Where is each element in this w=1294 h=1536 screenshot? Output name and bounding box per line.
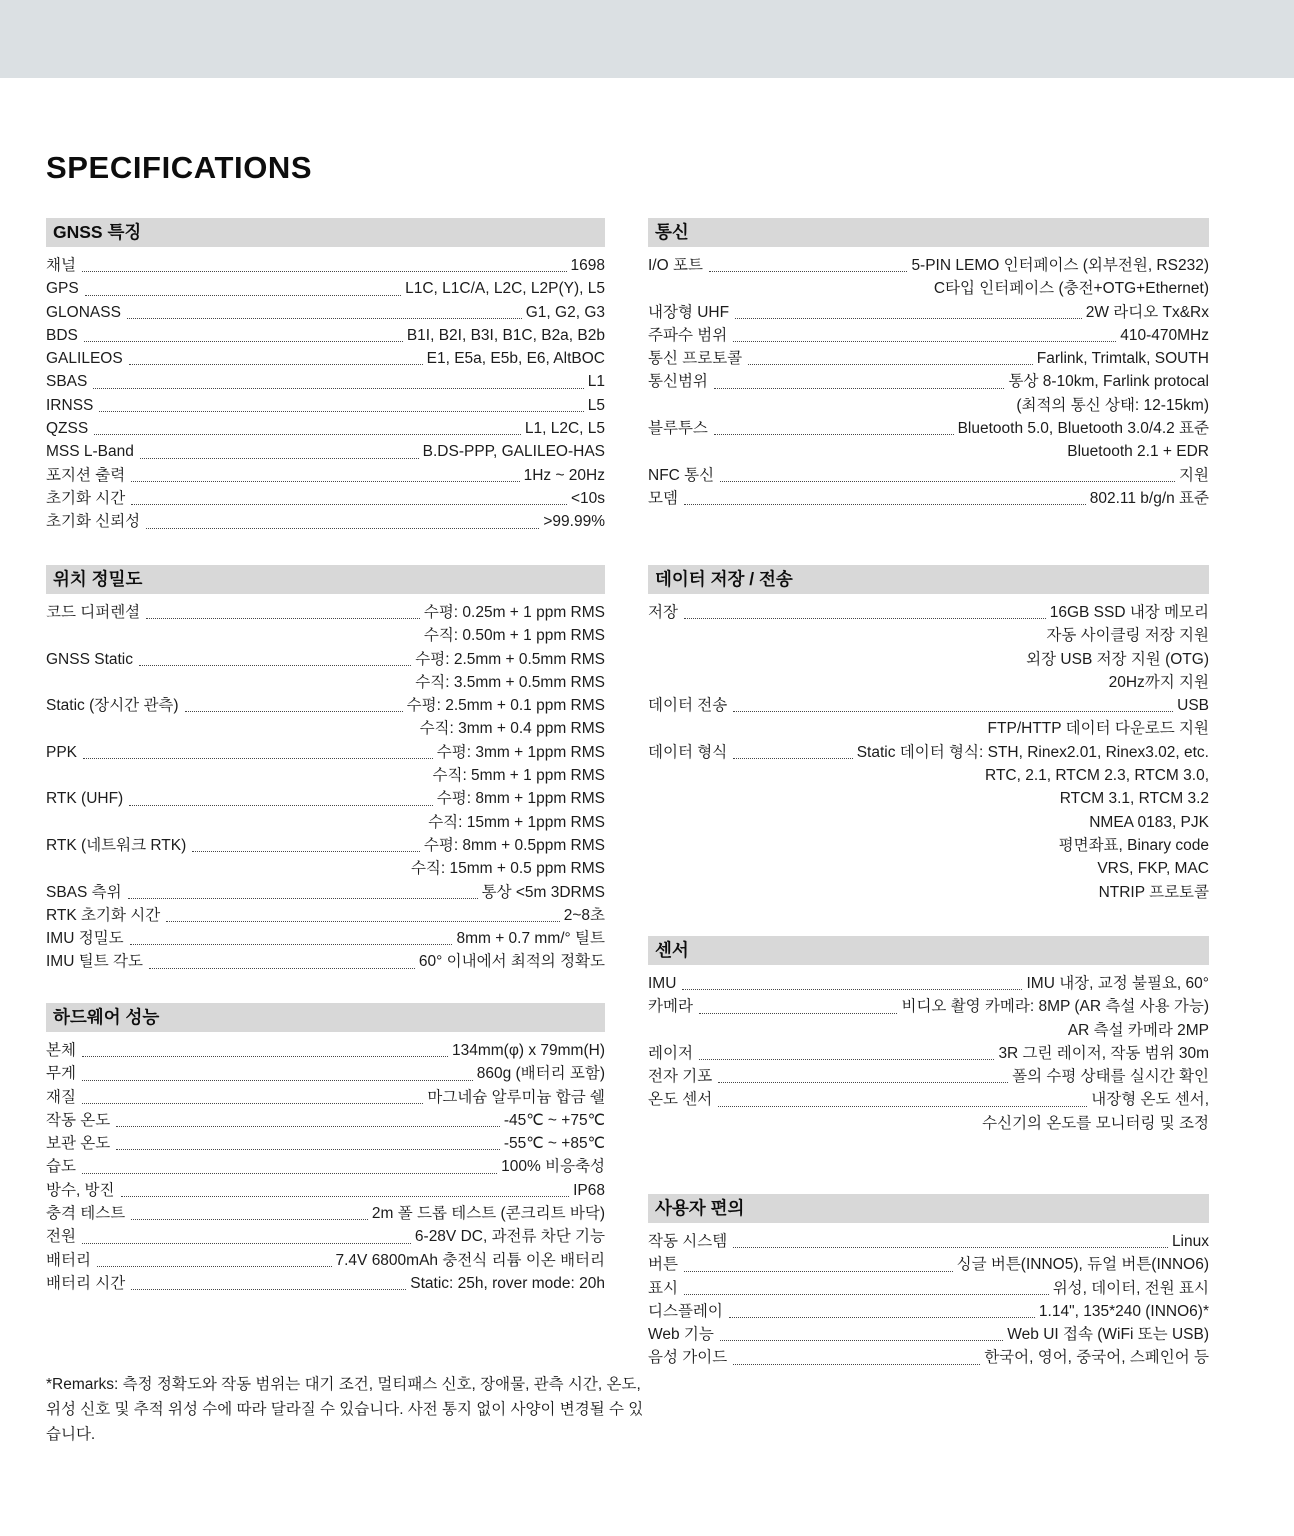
spec-value: 16GB SSD 내장 메모리 [1049,604,1209,621]
spec-label: RTK (UHF) [46,790,124,808]
spec-row [46,464,605,487]
dot-leader [84,341,403,342]
spec-row [648,1277,1209,1300]
spec-value: 2~8초 [563,906,605,924]
section-header: 센서 [648,936,1209,965]
spec-row [46,648,605,671]
spec-row [46,1155,605,1178]
spec-value: 860g (배터리 포함) [476,1065,605,1083]
spec-value-continuation: 외장 USB 저장 지원 (OTG) [1026,650,1209,668]
spec-label: 본체 [46,1042,76,1059]
spec-value: 134mm(φ) x 79mm(H) [451,1042,605,1059]
section-rows [46,1039,605,1295]
section-rows [648,601,1209,904]
spec-label: 보관 온도 [46,1135,111,1153]
dot-leader [185,711,403,712]
spec-section-user-convenience [648,1194,1209,1370]
spec-row [648,417,1209,440]
section-header: 통신 [648,218,1209,247]
spec-value: G1, G2, G3 [525,303,605,321]
spec-row [46,950,605,973]
dot-leader [116,1126,500,1127]
spec-row [648,972,1209,995]
spec-value-continuation: Bluetooth 2.1 + EDR [1067,443,1209,461]
spec-row [46,1249,605,1272]
dot-leader [682,989,1022,990]
dot-leader [714,388,1005,389]
dot-leader [709,271,908,272]
spec-label: 블루투스 [648,420,708,438]
spec-value: -45℃ ~ +75℃ [503,1111,605,1129]
spec-value: B1I, B2I, B3I, B1C, B2a, B2b [406,326,605,344]
spec-label: 무게 [46,1065,76,1083]
dot-leader [121,1196,570,1197]
spec-label: 표시 [648,1279,678,1297]
dot-leader [192,851,420,852]
spec-label: IMU [648,975,677,992]
section-header: 하드웨어 성능 [46,1003,605,1032]
dot-leader [718,1106,1087,1107]
dot-leader [82,1080,473,1081]
spec-row [648,1300,1209,1323]
spec-label: 저장 [648,604,678,621]
dot-leader [684,504,1086,505]
spec-value: 폴의 수평 상태를 실시간 확인 [1012,1068,1209,1086]
dot-leader [140,458,419,459]
spec-value: 통상 <5m 3DRMS [481,883,605,901]
spec-label: 재질 [46,1088,76,1106]
dot-leader [82,1103,423,1104]
spec-value-continuation: (최적의 통신 상태: 12-15km) [1016,396,1209,414]
spec-label: 데이터 형식 [648,743,728,761]
spec-row [648,370,1209,393]
remarks-note: *Remarks: 측정 정확도와 작동 범위는 대기 조건, 멀티패스 신호, 장애물, 관측 시간, 온도, 위성 신호 및 추적 위성 수에 따라 달라질 수 있습니다. 사전 통지 없이 사양이 변경될 수 있습니다. [46,1376,644,1443]
spec-value-continuation: 수직: 15mm + 0.5 ppm RMS [410,860,605,878]
spec-value-continuation: 수직: 0.50m + 1 ppm RMS [423,627,605,645]
dot-leader [684,1271,953,1272]
dot-leader [129,364,423,365]
spec-value-continuation: 수직: 5mm + 1 ppm RMS [432,767,605,785]
spec-value-continuation: VRS, FKP, MAC [1097,860,1209,878]
spec-row [46,324,605,347]
spec-section-gnss-features [46,218,605,534]
spec-label: 디스플레이 [648,1302,723,1320]
dot-leader [99,411,583,412]
spec-section-data-storage-transfer [648,565,1209,904]
spec-value: 802.11 b/g/n 표준 [1089,489,1209,507]
spec-row [46,1086,605,1109]
spec-label: PPK [46,743,78,761]
spec-value: 한국어, 영어, 중국어, 스페인어 등 [984,1349,1209,1367]
spec-row [46,440,605,463]
section-rows [46,254,605,534]
spec-row [46,1132,605,1155]
dot-leader [733,758,853,759]
spec-row [648,1253,1209,1276]
spec-row [46,347,605,370]
dot-leader [684,618,1046,619]
dot-leader [82,1243,411,1244]
spec-label: RTK 초기화 시간 [46,906,161,924]
dot-leader [82,1056,448,1057]
spec-value: 410-470MHz [1120,326,1209,344]
spec-value: 1Hz ~ 20Hz [523,466,605,484]
spec-value: 7.4V 6800mAh 충전식 리튬 이온 배터리 [335,1251,605,1269]
spec-label: 통신범위 [648,373,708,391]
dot-leader [166,921,560,922]
spec-value: 수평: 8mm + 0.5ppm RMS [423,836,605,854]
spec-label: Web 기능 [648,1326,714,1344]
spec-row [46,927,605,950]
spec-value: 수평: 0.25m + 1 ppm RMS [423,604,605,621]
spec-row [648,1323,1209,1346]
spec-row [648,741,1209,764]
section-rows [46,601,605,974]
spec-value: 1.14", 135*240 (INNO6)* [1038,1302,1209,1320]
spec-value: E1, E5a, E5b, E6, AltBOC [426,350,605,368]
spec-row [46,601,605,624]
page-title: SPECIFICATIONS [46,150,313,185]
dot-leader [116,1149,500,1150]
dot-leader [139,665,411,666]
spec-value: Web UI 접속 (WiFi 또는 USB) [1007,1326,1209,1344]
spec-label: 방수, 방진 [46,1181,115,1199]
spec-row [648,995,1209,1018]
dot-leader [733,1247,1168,1248]
spec-label: NFC 통신 [648,466,715,484]
spec-label: 버튼 [648,1256,678,1274]
spec-value: Linux [1171,1233,1209,1250]
spec-value-continuation: 평면좌표, Binary code [1058,836,1209,854]
spec-value-continuation: C타입 인터페이스 (충전+OTG+Ethernet) [933,280,1209,298]
spec-label: 주파수 범위 [648,326,728,344]
spec-label: 코드 디퍼렌셜 [46,604,141,621]
spec-label: 카메라 [648,998,693,1016]
dot-leader [720,481,1175,482]
spec-label: GPS [46,280,79,298]
spec-row [46,741,605,764]
section-header: 사용자 편의 [648,1194,1209,1223]
dot-leader [83,758,433,759]
dot-leader [718,1082,1008,1083]
spec-row [46,277,605,300]
spec-row [46,694,605,717]
spec-label: 습도 [46,1158,76,1176]
spec-row [46,881,605,904]
spec-row [648,1230,1209,1253]
spec-value: 1698 [570,257,605,274]
spec-label: SBAS [46,373,88,391]
spec-row [648,1346,1209,1369]
spec-row [46,787,605,810]
spec-section-hardware-performance [46,1003,605,1295]
dot-leader [699,1059,995,1060]
spec-row [46,417,605,440]
spec-value: 2m 폴 드롭 테스트 (콘크리트 바닥) [371,1205,605,1223]
section-rows [648,1230,1209,1370]
top-band [0,0,1294,78]
spec-label: 채널 [46,257,76,274]
section-header: 데이터 저장 / 전송 [648,565,1209,594]
section-rows [648,972,1209,1135]
spec-section-communication [648,218,1209,510]
spec-value-continuation: 수직: 15mm + 1ppm RMS [428,813,605,831]
spec-value: 수평: 3mm + 1ppm RMS [436,743,605,761]
spec-label: I/O 포트 [648,257,703,274]
dot-leader [82,271,567,272]
spec-value-continuation: 수직: 3mm + 0.4 ppm RMS [419,720,605,738]
spec-label: GLONASS [46,303,121,321]
spec-value-continuation: RTCM 3.1, RTCM 3.2 [1059,790,1209,808]
dot-leader [733,711,1173,712]
dot-leader [94,434,521,435]
spec-label: GNSS Static [46,650,133,668]
spec-value: IP68 [573,1181,605,1199]
dot-leader [130,944,453,945]
spec-value: Farlink, Trimtalk, SOUTH [1036,350,1209,368]
spec-value-continuation: NTRIP 프로토콜 [1098,883,1209,901]
dot-leader [733,341,1116,342]
spec-label: 내장형 UHF [648,303,730,321]
spec-value: 위성, 데이터, 전원 표시 [1052,1279,1209,1297]
dot-leader [714,434,954,435]
spec-row [648,1088,1209,1111]
dot-leader [93,388,583,389]
spec-value: Static 데이터 형식: STH, Rinex2.01, Rinex3.02, etc. [856,743,1209,761]
spec-row [46,1225,605,1248]
spec-label: 통신 프로토콜 [648,350,743,368]
spec-value: 수평: 8mm + 1ppm RMS [436,790,605,808]
spec-label: 전자 기포 [648,1068,713,1086]
spec-value-continuation: RTC, 2.1, RTCM 2.3, RTCM 3.0, [985,767,1209,785]
dot-leader [131,1289,406,1290]
spec-label: 배터리 시간 [46,1274,126,1292]
spec-label: IMU 정밀도 [46,930,124,948]
spec-label: 레이저 [648,1044,693,1062]
spec-label: IRNSS [46,396,94,414]
spec-row [648,487,1209,510]
spec-label: BDS [46,326,78,344]
dot-leader [146,618,420,619]
spec-label: 작동 온도 [46,1111,111,1129]
section-header: GNSS 특징 [46,218,605,247]
spec-row [46,1272,605,1295]
spec-label: IMU 틸트 각도 [46,953,143,971]
spec-row [46,301,605,324]
spec-row [46,370,605,393]
spec-row [46,510,605,533]
spec-value: 비디오 촬영 카메라: 8MP (AR 측설 사용 가능) [901,998,1209,1016]
spec-value: L5 [587,396,605,414]
spec-label: QZSS [46,420,89,438]
spec-row [648,324,1209,347]
spec-label: SBAS 측위 [46,883,122,901]
spec-value: IMU 내장, 교정 불필요, 60° [1026,975,1209,992]
spec-value-continuation: NMEA 0183, PJK [1089,813,1209,831]
spec-row [46,1039,605,1062]
dot-leader [735,318,1082,319]
spec-value: 수평: 2.5mm + 0.1 ppm RMS [406,697,605,715]
dot-leader [129,805,433,806]
spec-value: 지원 [1179,466,1209,484]
spec-label: 작동 시스템 [648,1233,728,1250]
dot-leader [146,528,539,529]
spec-row [648,254,1209,277]
spec-value: 싱글 버튼(INNO5), 듀얼 버튼(INNO6) [956,1256,1209,1274]
spec-value: >99.99% [543,513,605,531]
dot-leader [131,1219,368,1220]
spec-value: -55℃ ~ +85℃ [503,1135,605,1153]
dot-leader [131,504,567,505]
spec-label: 온도 센서 [648,1091,713,1109]
spec-value-continuation: 수신기의 온도를 모니터링 및 조정 [982,1114,1209,1132]
section-header: 위치 정밀도 [46,565,605,594]
section-rows [648,254,1209,510]
spec-value: 내장형 온도 센서, [1091,1091,1209,1109]
spec-value: 60° 이내에서 최적의 정확도 [418,953,605,971]
spec-value-continuation: AR 측설 카메라 2MP [1067,1021,1209,1039]
spec-label: 충격 테스트 [46,1205,126,1223]
spec-value: 마그네슘 알루미늄 합금 쉘 [427,1088,605,1106]
spec-value: Bluetooth 5.0, Bluetooth 3.0/4.2 표준 [957,420,1209,438]
spec-row [46,394,605,417]
spec-label: 모뎀 [648,489,678,507]
dot-leader [128,898,478,899]
spec-row [648,301,1209,324]
dot-leader [97,1266,332,1267]
spec-label: 배터리 [46,1251,91,1269]
spec-row [46,1202,605,1225]
spec-value: 6-28V DC, 과전류 차단 기능 [414,1228,605,1246]
dot-leader [127,318,522,319]
spec-row [46,1179,605,1202]
spec-value: L1C, L1C/A, L2C, L2P(Y), L5 [405,280,605,298]
dot-leader [699,1013,898,1014]
dot-leader [131,481,519,482]
spec-value: 100% 비응축성 [501,1158,605,1176]
dot-leader [149,968,415,969]
spec-value: Static: 25h, rover mode: 20h [410,1274,605,1292]
spec-label: 전원 [46,1228,76,1246]
dot-leader [82,1173,497,1174]
spec-row [46,904,605,927]
spec-row [648,601,1209,624]
dot-leader [720,1340,1003,1341]
spec-section-position-accuracy [46,565,605,974]
spec-value: 8mm + 0.7 mm/° 틸트 [456,930,605,948]
spec-label: MSS L-Band [46,443,134,461]
spec-row [648,1042,1209,1065]
spec-row [46,254,605,277]
spec-value-continuation: 자동 사이클링 저장 지원 [1046,627,1209,645]
spec-value: L1 [587,373,605,391]
dot-leader [85,295,401,296]
spec-value: L1, L2C, L5 [524,420,605,438]
spec-value: 통상 8-10km, Farlink protocal [1008,373,1209,391]
spec-label: 음성 가이드 [648,1349,728,1367]
dot-leader [733,1364,980,1365]
dot-leader [748,364,1033,365]
spec-label: 포지션 출력 [46,466,126,484]
spec-value: 2W 라디오 Tx&Rx [1085,303,1209,321]
dot-leader [684,1294,1049,1295]
dot-leader [729,1317,1035,1318]
spec-value: 3R 그린 레이저, 작동 범위 30m [998,1044,1209,1062]
spec-value-continuation: FTP/HTTP 데이터 다운로드 지원 [987,720,1209,738]
spec-row [648,347,1209,370]
spec-row [46,1109,605,1132]
spec-label: 초기화 신뢰성 [46,513,141,531]
spec-label: GALILEOS [46,350,123,368]
spec-row [46,1062,605,1085]
spec-value-continuation: 수직: 3.5mm + 0.5mm RMS [415,673,605,691]
spec-value: 수평: 2.5mm + 0.5mm RMS [415,650,605,668]
spec-label: 초기화 시간 [46,489,126,507]
spec-label: Static (장시간 관측) [46,697,179,715]
spec-row [46,487,605,510]
spec-value-continuation: 20Hz까지 지원 [1108,673,1209,691]
spec-row [648,1065,1209,1088]
spec-value: USB [1177,697,1209,715]
spec-value: B.DS-PPP, GALILEO-HAS [422,443,605,461]
spec-section-sensors [648,936,1209,1135]
spec-value: <10s [570,489,605,507]
spec-label: RTK (네트워크 RTK) [46,836,187,854]
spec-row [46,834,605,857]
spec-value: 5-PIN LEMO 인터페이스 (외부전원, RS232) [911,257,1209,274]
spec-row [648,694,1209,717]
spec-row [648,464,1209,487]
spec-label: 데이터 전송 [648,697,728,715]
